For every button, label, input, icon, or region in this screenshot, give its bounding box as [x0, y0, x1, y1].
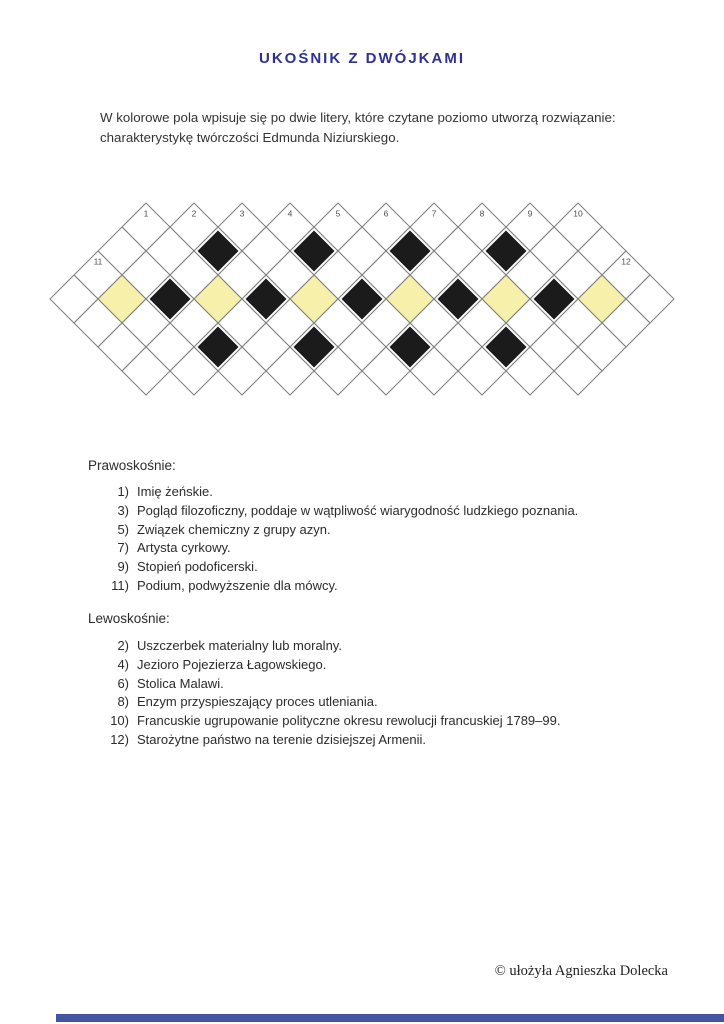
- grid-cell-number: 8: [479, 208, 485, 219]
- clue-text: Pogląd filozoficzny, poddaje w wątpliwość wiarygodność ludzkiego poznania.: [137, 502, 579, 518]
- clue-list-lewoskosnie: [88, 637, 688, 750]
- footer-accent-bar: [56, 1014, 724, 1022]
- clue-text: Imię żeńskie.: [137, 484, 213, 499]
- clue-number: 4): [117, 656, 129, 672]
- clue-text: Podium, podwyższenie dla mówcy.: [137, 577, 338, 593]
- grid-cell-number: 9: [527, 208, 533, 219]
- clue-row: [88, 502, 688, 521]
- clue-number: 7): [117, 540, 129, 556]
- author-credit: © ułożyła Agnieszka Dolecka: [494, 963, 668, 979]
- grid-cell-number: 3: [239, 208, 245, 219]
- clue-text: Starożytne państwo na terenie dzisiejszej Armenii.: [137, 731, 427, 747]
- clue-row: [88, 693, 688, 712]
- crossword-grid: [0, 0, 724, 430]
- grid-cell-number: 5: [335, 208, 341, 219]
- clue-text: Enzym przyspieszający proces utleniania.: [137, 694, 378, 710]
- clue-row: [88, 731, 688, 750]
- grid-cell-number: 10: [573, 208, 583, 219]
- grid-cell-number: 6: [383, 208, 389, 219]
- clue-number: 8): [117, 694, 129, 710]
- clue-row: [88, 656, 688, 675]
- clue-number: 11): [111, 577, 129, 593]
- clue-list-prawoskosnie: [88, 483, 688, 596]
- clue-text: Stopień podoficerski.: [137, 559, 258, 575]
- grid-cell-number: 2: [191, 208, 197, 219]
- clue-row: [88, 712, 688, 731]
- grid-cell-number: 1: [143, 208, 149, 219]
- grid-cell-number: 7: [431, 208, 437, 219]
- clue-number: 9): [117, 559, 129, 575]
- clue-text: Artysta cyrkowy.: [137, 540, 231, 556]
- clue-number: 1): [117, 484, 129, 499]
- clue-row: [88, 637, 688, 656]
- clue-row: [88, 675, 688, 694]
- section-heading-prawoskosnie: Prawoskośnie:: [88, 458, 176, 473]
- clue-text: Związek chemiczny z grupy azyn.: [137, 521, 331, 537]
- clue-row: [88, 483, 688, 502]
- grid-cell-number: 4: [287, 208, 293, 219]
- instructions-line-2: charakterystykę twórczości Edmunda Niziurskiego.: [100, 130, 400, 145]
- clue-text: Jezioro Pojezierza Łagowskiego.: [137, 656, 327, 672]
- clue-row: [88, 558, 688, 577]
- clue-number: 2): [117, 638, 129, 653]
- grid-cell-number: 12: [621, 256, 631, 267]
- clue-number: 3): [117, 502, 129, 518]
- clue-row: [88, 577, 688, 596]
- clue-row: [88, 539, 688, 558]
- page-title: UKOŚNIK Z DWÓJKAMI: [259, 50, 465, 67]
- clue-text: Uszczerbek materialny lub moralny.: [137, 638, 342, 653]
- instructions-line-1: W kolorowe pola wpisuje się po dwie litery, które czytane poziomo utworzą rozwiązanie:: [100, 110, 616, 125]
- section-heading-lewoskosnie: Lewoskośnie:: [88, 611, 170, 626]
- grid-cell-number: 11: [93, 256, 103, 267]
- clue-number: 12): [110, 731, 129, 747]
- clue-text: Stolica Malawi.: [137, 675, 224, 691]
- clue-number: 6): [117, 675, 129, 691]
- clue-text: Francuskie ugrupowanie polityczne okresu rewolucji francuskiej 1789–99.: [137, 713, 561, 729]
- clue-row: [88, 521, 688, 540]
- clue-number: 5): [117, 521, 129, 537]
- clue-number: 10): [110, 713, 129, 729]
